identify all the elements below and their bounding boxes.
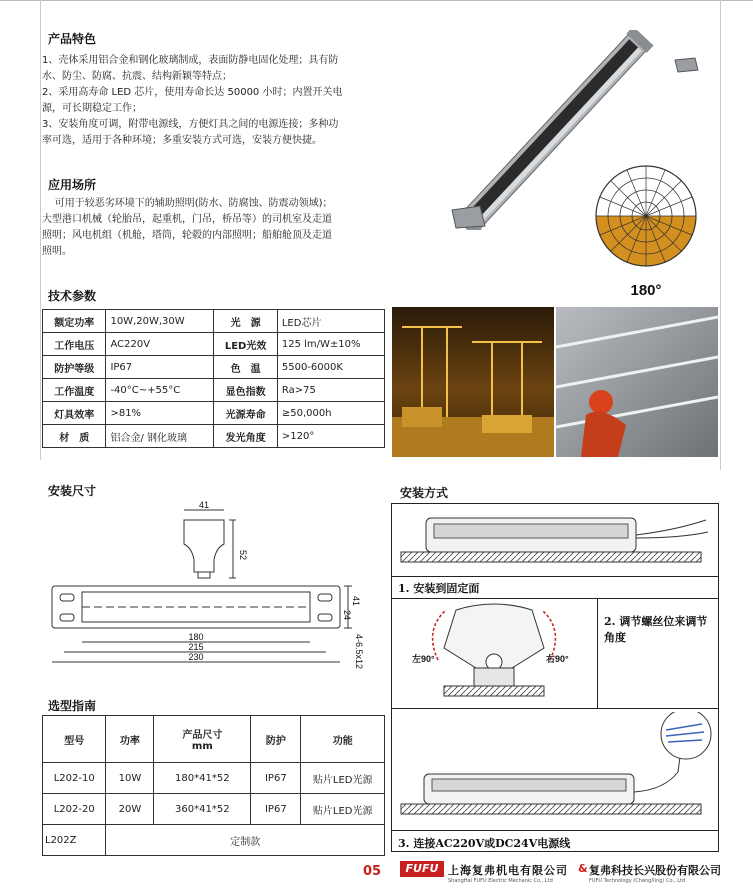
custom-text: 定制款 [106, 825, 385, 856]
spec-key: 光 源 [214, 310, 278, 333]
right-90-label: 右90° [546, 654, 569, 664]
features-line: 3、安装角度可调，附带电源线，方便灯具之间的电源连接；多种功 [42, 119, 339, 130]
custom-model: L202Z [43, 825, 106, 856]
application-line: 可用于较恶劣环境下的辅助照明(防水、防腐蚀、防震动领域)； [42, 198, 333, 209]
features-line: 源，可长期稳定工作； [42, 103, 142, 114]
features-line: 2、采用高寿命 LED 芯片，使用寿命长达 50000 小时；内置开关电 [42, 87, 343, 98]
company2-name-cn: 复弗科技长兴股份有限公司 [589, 864, 721, 877]
step2-label: 2. 调节螺丝位来调节角度 [604, 615, 708, 644]
selection-cell: 180*41*52 [154, 763, 251, 794]
spec-value: >120° [277, 425, 384, 448]
company-name-en: ShangHai FUFU Electric Mechanic Co., Ltd [448, 878, 553, 884]
selection-row [43, 763, 385, 794]
port-crane-photo [392, 307, 554, 457]
spec-value: IP67 [106, 356, 214, 379]
left-90-label: 左90° [412, 654, 435, 664]
spec-key: LED光效 [214, 333, 278, 356]
step1-diagram [396, 508, 716, 574]
spec-row [43, 310, 385, 333]
spec-key: 工作电压 [43, 333, 106, 356]
spec-value: AC220V [106, 333, 214, 356]
top-border [0, 0, 753, 1]
spec-key: 发光角度 [214, 425, 278, 448]
company-amp: & [578, 862, 588, 875]
install-size-heading: 安装尺寸 [48, 484, 97, 498]
company-name-cn: 上海复弗机电有限公司 [448, 864, 568, 877]
selection-header-cell: 功率 [106, 716, 154, 763]
selection-heading: 选型指南 [48, 699, 97, 713]
selection-cell: 贴片LED光源 [301, 763, 385, 794]
step2-diagram [394, 600, 596, 706]
spec-row [43, 425, 385, 448]
tech-spec-table [42, 309, 385, 448]
selection-header-cell: 功能 [301, 716, 385, 763]
spec-value: 铝合金/ 钢化玻璃 [106, 425, 214, 448]
selection-cell: 10W [106, 763, 154, 794]
tower-worker-photo [556, 307, 718, 457]
dim-52: 52 [238, 550, 248, 561]
selection-custom-row [43, 825, 385, 856]
application-line: 照明。 [42, 246, 72, 257]
step1-label: 1. 安装到固定面 [398, 582, 480, 595]
application-text [42, 196, 387, 260]
selection-header-cell: 产品尺寸 mm [154, 716, 251, 763]
install-method-heading: 安装方式 [400, 486, 449, 500]
spec-key: 光源寿命 [214, 402, 278, 425]
spec-row [43, 402, 385, 425]
selection-header-row [43, 716, 385, 763]
step3-label: 3. 连接AC220V或DC24V电源线 [398, 837, 571, 850]
spec-key: 材 质 [43, 425, 106, 448]
spec-value: 5500-6000K [277, 356, 384, 379]
spec-key: 工作温度 [43, 379, 106, 402]
features-text [42, 53, 387, 149]
beam-angle-label: 180° [630, 282, 662, 299]
spec-key: 防护等级 [43, 356, 106, 379]
features-line: 1、壳体采用铝合金和钢化玻璃制成，表面防静电固化处理；具有防 [42, 55, 339, 66]
dim-41-top: 41 [198, 500, 210, 510]
dim-hole: 4-6.5x12 [354, 634, 364, 670]
spec-key: 显色指数 [214, 379, 278, 402]
spec-value: ≥50,000h [277, 402, 384, 425]
left-margin-line [40, 0, 41, 460]
selection-header-cell: 型号 [43, 716, 106, 763]
company2-name-en: FUFU Technology (ChangXing) Co., Ltd [589, 878, 686, 884]
dim-230: 230 [188, 652, 204, 662]
selection-cell: IP67 [251, 794, 301, 825]
selection-table [42, 715, 385, 856]
spec-key: 灯具效率 [43, 402, 106, 425]
spec-value: Ra>75 [277, 379, 384, 402]
beam-angle-diagram [588, 155, 704, 301]
features-line: 水、防尘、防腐、抗震、结构新颖等特点； [42, 71, 232, 82]
spec-row [43, 356, 385, 379]
dim-215: 215 [188, 642, 204, 652]
selection-cell: 贴片LED光源 [301, 794, 385, 825]
spec-key: 色 温 [214, 356, 278, 379]
selection-cell: IP67 [251, 763, 301, 794]
dim-24: 24 [342, 610, 352, 621]
page-number: 05 [363, 864, 382, 879]
spec-value: 125 lm/W±10% [277, 333, 384, 356]
step3-diagram [396, 712, 716, 828]
selection-cell: L202-20 [43, 794, 106, 825]
spec-key: 额定功率 [43, 310, 106, 333]
spec-value: >81% [106, 402, 214, 425]
selection-row [43, 794, 385, 825]
fufu-logo: FUFU [400, 861, 444, 877]
features-heading: 产品特色 [48, 32, 97, 46]
dim-180: 180 [188, 632, 204, 642]
spec-value: 10W,20W,30W [106, 310, 214, 333]
selection-cell: 360*41*52 [154, 794, 251, 825]
features-line: 率可选，适用于各种环境；多重安装方式可选，安装方便快捷。 [42, 135, 322, 146]
dim-41-side: 41 [351, 596, 361, 607]
selection-cell: L202-10 [43, 763, 106, 794]
application-heading: 应用场所 [48, 178, 97, 192]
selection-cell: 20W [106, 794, 154, 825]
install-dimension-drawing [44, 500, 374, 690]
spec-value: -40°C~+55°C [106, 379, 214, 402]
selection-header-cell: 防护 [251, 716, 301, 763]
application-line: 照明；风电机组（机舱，塔筒，轮毂的内部照明；船舶舱顶及走道 [42, 230, 332, 241]
spec-value: LED芯片 [277, 310, 384, 333]
spec-row [43, 379, 385, 402]
tech-heading: 技术参数 [48, 289, 97, 303]
spec-row [43, 333, 385, 356]
application-line: 大型港口机械（轮胎吊，起重机，门吊，桥吊等）的司机室及走道 [42, 214, 332, 225]
